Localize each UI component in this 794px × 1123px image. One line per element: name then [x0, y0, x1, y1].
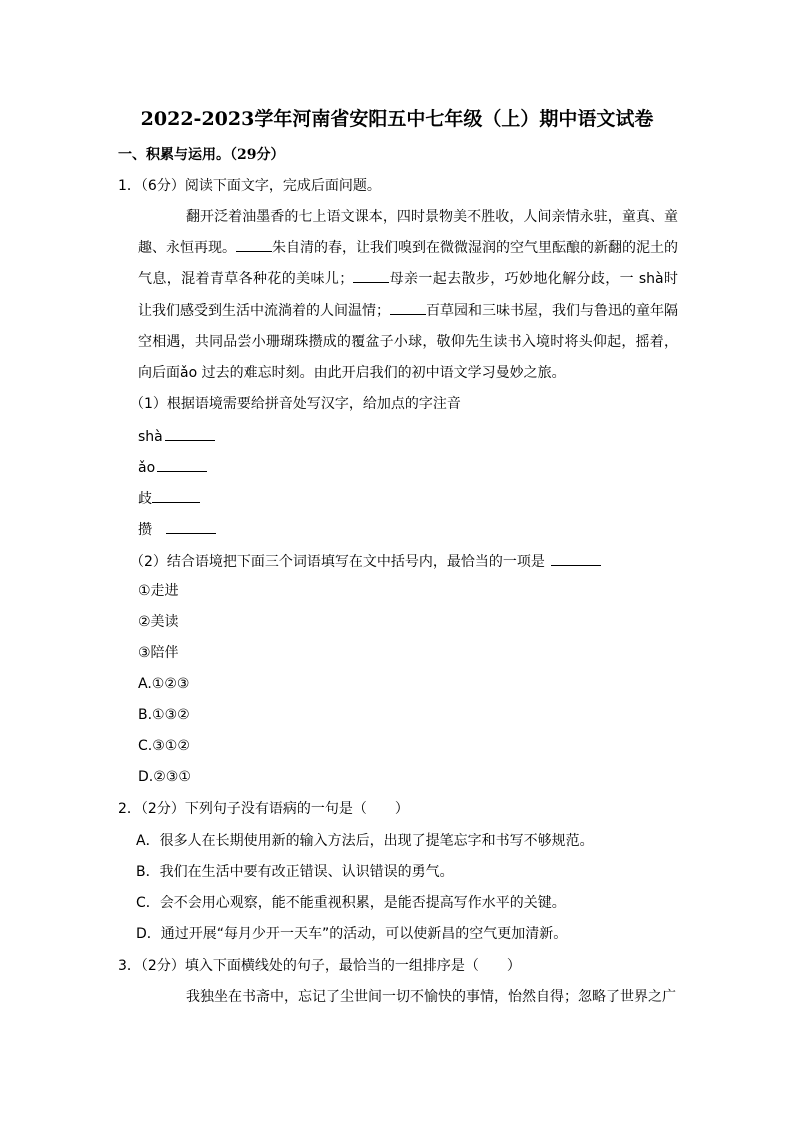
- option-b[interactable]: B.①③②: [138, 707, 190, 723]
- option-d[interactable]: D．通过开展“每月少开一天车”的活动，可以使新昌的空气更加清新。: [136, 926, 568, 942]
- option-d[interactable]: D.②③①: [138, 769, 191, 785]
- answer-blank[interactable]: [236, 237, 272, 252]
- question-1-sub2: （2）结合语境把下面三个词语填写在文中括号内，最恰当的一项是: [130, 551, 601, 571]
- option-a[interactable]: A．很多人在长期使用新的输入方法后，出现了提笔忘字和书写不够规范。: [136, 833, 594, 849]
- option-c[interactable]: C.③①②: [138, 738, 190, 754]
- question-1-passage: 翻开泛着油墨香的七上语文课本，四时景物美不胜收，人间亲情永驻，童真、童趣、永恒再现。 朱自清的春，让我们嗅到在微微湿润的空气里酝酿的新翻的泥土的气息，混着青草各种花的美味儿； 母亲一起去散步，巧妙地化解分歧，一 shà时让我们感受到生活中流淌着的人间温情； 百草园和三味书屋，我们与鲁迅的童年隔空相遇，共同品尝小珊瑚珠攒成的覆盆子小球，敬仰先生读书入境时将头仰起，摇着，向后面ǎo 过去的难忘时刻。由此开启我们的初中语文学习曼妙之旅。: [138, 209, 679, 382]
- question-2-stem: 2．（2分）下列句子没有语病的一句是（ ）: [118, 801, 409, 817]
- option-a[interactable]: A.①②③: [138, 676, 190, 692]
- exam-title: 2022-2023学年河南省安阳五中七年级（上）期中语文试卷: [140, 108, 654, 130]
- question-3-passage: 我独坐在书斋中，忘记了尘世间一切不愉快的事情，怡然自得；忽略了世界之广: [186, 989, 676, 1005]
- answer-blank[interactable]: [166, 519, 216, 534]
- word-item: ①走进: [138, 583, 179, 599]
- sub1-item: 攒: [138, 519, 216, 539]
- question-3-stem: 3．（2分）填入下面横线处的句子，最恰当的一组排序是（ ）: [118, 958, 521, 974]
- answer-blank[interactable]: [152, 488, 200, 503]
- sub1-item: 歧: [138, 488, 200, 508]
- option-c[interactable]: C．会不会用心观察，能不能重视积累，是能否提高写作水平的关键。: [136, 895, 566, 911]
- word-item: ②美读: [138, 614, 179, 630]
- sub1-item: ǎo: [138, 457, 207, 477]
- answer-blank[interactable]: [165, 426, 215, 441]
- answer-blank[interactable]: [390, 300, 426, 315]
- sub1-item: shà: [138, 426, 215, 446]
- question-1-sub1: （1）根据语境需要给拼音处写汉字，给加点的字注音: [130, 396, 461, 412]
- section-heading: 一、积累与运用。（29分）: [118, 147, 285, 163]
- answer-blank[interactable]: [157, 457, 207, 472]
- option-b[interactable]: B．我们在生活中要有改正错误、认识错误的勇气。: [136, 864, 454, 880]
- question-1-stem: 1．（6分）阅读下面文字，完成后面问题。: [118, 178, 381, 194]
- word-item: ③陪伴: [138, 645, 179, 661]
- answer-blank[interactable]: [353, 268, 389, 283]
- answer-blank[interactable]: [551, 551, 601, 566]
